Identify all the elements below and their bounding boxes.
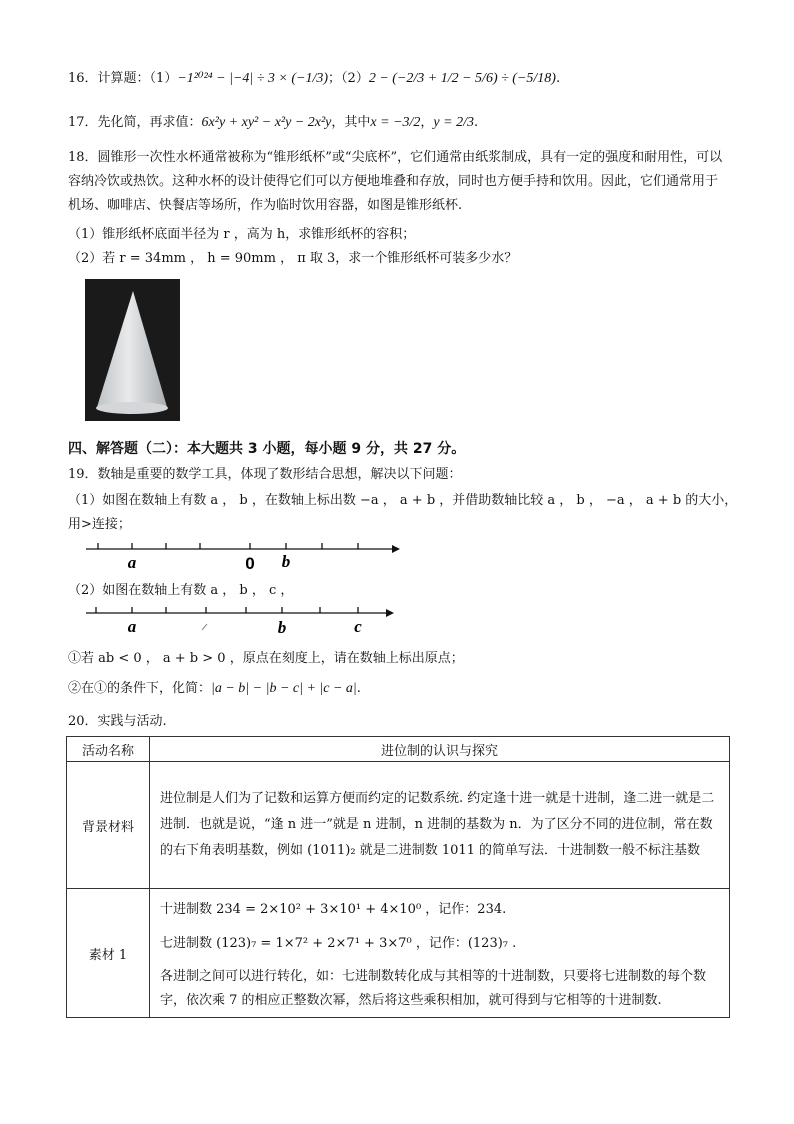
- axis2-label-a: a: [127, 617, 137, 636]
- q17-suffix: .: [473, 115, 479, 130]
- cond2-prefix: ②在①的条件下，化简：: [68, 681, 212, 696]
- row1-label-cell: 背景材料: [67, 762, 150, 889]
- question-20-title: 20．实践与活动.: [68, 714, 167, 729]
- q16-expr1: −1²⁰²⁴ − |−4| ÷ 3 × (−1/3): [177, 71, 329, 86]
- axis1-label-a: a: [127, 553, 137, 572]
- question-18-part2: （2）若 r = 34mm ， h = 90mm ， π 取 3，求一个锥形纸杯可装多少水？: [68, 251, 518, 266]
- axis1-label-b: b: [281, 552, 291, 571]
- q17-sep: ，: [420, 115, 434, 130]
- row2-line1: 十进制数 234 = 2×10² + 3×10¹ + 4×10⁰ ，记作：234.: [160, 902, 507, 917]
- q16-suffix: .: [555, 71, 561, 86]
- row2-content-cell: [150, 889, 730, 1018]
- question-19-part2: （2）如图在数轴上有数 a ， b ， c ，: [68, 583, 294, 598]
- number-line-2: [86, 604, 402, 640]
- row2-label-cell: 素材 1: [67, 889, 150, 1018]
- header-value-cell: 进位制的认识与探究: [150, 737, 730, 762]
- q16-mid: ；（2）: [328, 71, 369, 86]
- cone-cup-image: [85, 279, 180, 421]
- header-label-cell: 活动名称: [67, 737, 150, 762]
- number-line-1: [86, 540, 402, 576]
- question-19-intro: 19．数轴是重要的数学工具，体现了数形结合思想，解决以下问题：: [68, 467, 462, 482]
- cond2-expr: |a − b| − |b − c| + |c − a|: [211, 681, 357, 696]
- q16-prefix: 16．计算题：（1）: [68, 71, 178, 86]
- cone-cup-photo: [85, 279, 180, 421]
- number-line-1-svg: [86, 540, 402, 572]
- q16-expr2: 2 − (−2/3 + 1/2 − 5/6) ÷ (−5/18): [368, 71, 556, 86]
- table-header-row: [67, 737, 730, 762]
- q17-prefix: 17．先化简，再求值：: [68, 115, 202, 130]
- number-line-2-svg: [86, 604, 402, 636]
- question-18-part1: （1）锥形纸杯底面半径为 r ，高为 h，求锥形纸杯的容积；: [68, 227, 416, 242]
- question-19-cond2: [68, 680, 361, 698]
- question-17: [68, 114, 478, 132]
- row2-line3: 各进制之间可以进行转化，如：七进制数转化成与其相等的十进制数，只要将七进制数的每个数字，依次乘 7 的相应正整数次幂，然后将这些乘积相加，就可得到与它相等的十进制数.: [160, 969, 707, 1008]
- question-19-part1-line2: 用>连接；: [68, 517, 131, 532]
- question-19-part1-line1: （1）如图在数轴上有数 a ， b ，在数轴上标出数 −a ， a + b ，并借助数轴比较 a ， b ， −a ， a + b 的大小，: [68, 493, 738, 508]
- row2-line2: 七进制数 (123)₇ = 1×7² + 2×7¹ + 3×7⁰ ，记作：(123)₇ .: [160, 936, 517, 951]
- section-4-heading: 四、解答题（二）：本大题共 3 小题，每小题 9 分，共 27 分。: [68, 441, 466, 457]
- q17-expr: 6x²y + xy² − x²y − 2x²y: [201, 115, 332, 130]
- question-16: [68, 70, 560, 88]
- row1-content-cell: 进位制是人们为了记数和运算方便而约定的记数系统. 约定逢十进一就是十进制，逢二进一就是二进制．也就是说，“逢 n 进一”就是 n 进制，n 进制的基数为 n．为了区分不同的进位制，常在数的右下角表明基数，例如 (1011)₂ 就是二进制数 1011 的简单写法．十进制数一般不标注基数: [150, 762, 730, 889]
- table-row-background: [67, 762, 730, 889]
- axis2-label-b: b: [277, 618, 287, 636]
- axis2-label-c: c: [354, 617, 362, 636]
- q17-y-cond: y = 2/3: [433, 115, 474, 130]
- question-19-cond1: ①若 ab < 0 ， a + b > 0 ，原点在刻度上，请在数轴上标出原点；: [68, 651, 464, 666]
- q17-mid: ，其中: [331, 115, 371, 130]
- question-18-body: 18．圆锥形一次性水杯通常被称为“锥形纸杯”或“尖底杯”，它们通常由纸浆制成，具有一定的强度和耐用性，可以容纳冷饮或热饮。这种水杯的设计使得它们可以方便地堆叠和存放，同时也方便手持和饮用。因此，它们通常用于机场、咖啡店、快餐店等场所，作为临时饮用容器，如图是锥形纸杯.: [68, 150, 723, 213]
- q17-x-cond: x = −3/2: [370, 115, 421, 130]
- cond2-suffix: .: [356, 681, 361, 696]
- table-row-material-1: [67, 889, 730, 1018]
- axis1-label-0: 0: [245, 554, 255, 572]
- activity-table: [66, 736, 730, 1018]
